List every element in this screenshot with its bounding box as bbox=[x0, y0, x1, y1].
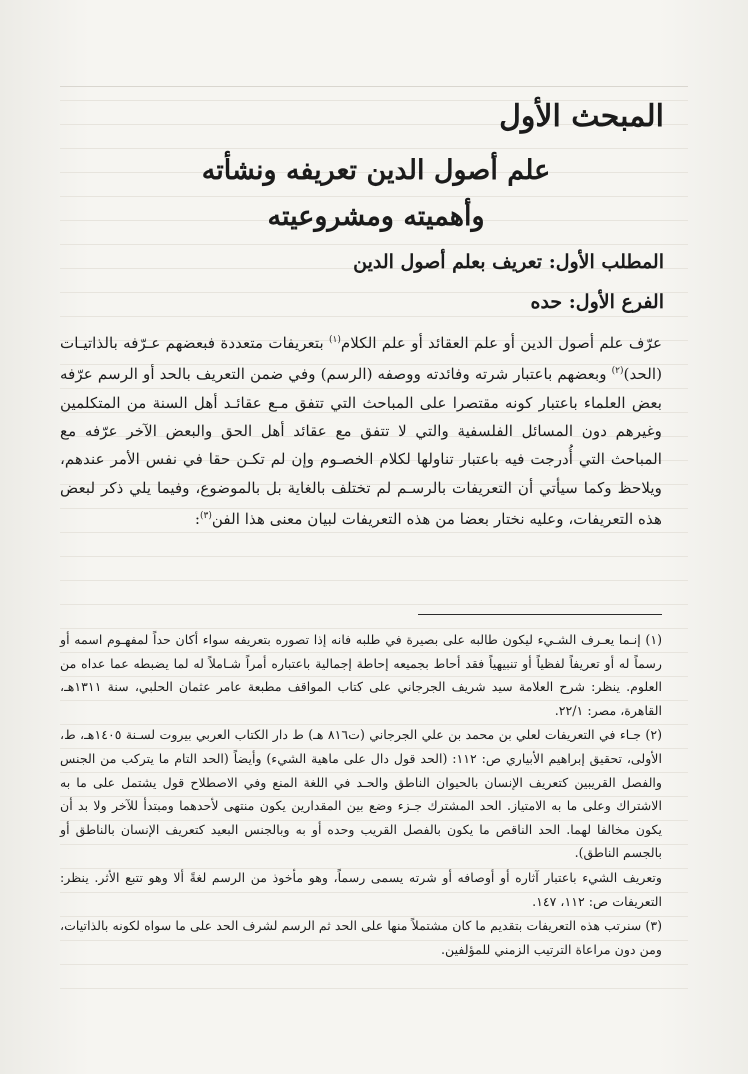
chapter-title-line-2: وأهميته ومشروعيته bbox=[267, 201, 485, 232]
footnote-3: (٣) سنرتب هذه التعريفات بتقديم ما كان مشتملاً منها على الحد ثم الرسم لشرف الحد على ما سواه لكونه بالذاتيات، ومن دون مراعاة الترتيب الزمني للمؤلفين. bbox=[60, 918, 662, 957]
footnote-ref-2[interactable]: (٢) bbox=[611, 366, 624, 377]
footnote-1: (١) إنـما يعـرف الشـيء ليكون طالبه على بصيرة في طلبه فانه إذا تصوره بتعريفه سواء أكان حداً لمفهـوم اسمه أو رسماً له أو تعريفاً لفظياً أو تنبيهياً فقد أحاط بجميعه إحاطة إجمالية باعتباره أمراً شـاملاً له لما يضبطه عما عداه من العلوم. ينظر: شرح العلامة سيد شريف الجرجاني على كتاب المواقف مطبعة عامر عثمان الحلبي، سنة ١٣١١هـ، القاهرة، مصر: ٢٢/١. bbox=[60, 632, 662, 718]
chapter-title-line-1: علم أصول الدين تعريفه ونشأته bbox=[201, 155, 551, 186]
footnote-ref-1[interactable]: (١) bbox=[328, 335, 341, 345]
footnote-ref-3[interactable]: (٣) bbox=[199, 510, 212, 521]
footnotes bbox=[60, 628, 662, 961]
body-paragraph bbox=[60, 326, 662, 533]
subsection-heading: المطلب الأول: تعريف بعلم أصول الدين bbox=[353, 251, 664, 273]
branch-heading: الفرع الأول: حده bbox=[530, 291, 664, 313]
section-heading: المبحث الأول bbox=[499, 99, 664, 134]
body-text-part-a: عرّف علم أصول الدين أو علم العقائد أو علم الكلام bbox=[340, 334, 663, 353]
footnote-2: (٢) جـاء في التعريفات لعلي بن محمد بن علي الجرجاني (ت٨١٦ هـ) ط دار الكتاب العربي بيروت لسـنة ١٤٠٥هـ، ط، الأولى، تحقيق إبراهيم الأبياري ص: ١١٢: (الحد قول دال على ماهية الشيء) وأيضاً (الحد التام ما يتركب من الجنس والفصل القريبين كتعريف الإنسان بالحيوان الناطق والحـد في اللغة المنع وفي الاصطلاح قول يشتمل على ما به الاشتراك وعلى ما به الامتياز. الحد المشترك جـزء وضع بين المقدارين يكون منتهى لأحدهما ومبتدأ للآخر ولا بد أن يكون مخالفا لهما. الحد الناقص ما يكون بالفصل القريب وحده أو به وبالجنس البعيد كتعريف الإنسان بالناطق أو بالجسم الناطق). bbox=[60, 727, 662, 861]
body-text-part-b: بتعريفات متعددة فبعضهم عـرّفه بالذاتيـات (الحد) bbox=[60, 334, 662, 384]
body-text-part-d: : bbox=[194, 509, 200, 528]
body-text-part-c: وبعضهم باعتبار شرته وفائدته ووصفه (الرسم) وفي ضمن التعريف بالحد أو الرسم عرّفه بعض العلماء باعتبار كونه مقتصرا على المباحث التي تتفق مـع عقائـد أهل السنة من المتكلمين وغيرهم دون المسائل الفلسفية والتي لا تتفق مع عقائد أهل الحق والبعض الآخر عرّفه مع المباحث التي أُدرجت فيه باعتبار تناولها لكلام الخصـوم وإن لم تكـن حقا في نفس الأمر عندهم، ويلاحظ وكما سيأتي أن التعريفات بالرسـم لم تختلف بالغاية بل بالموضوع، وفيما يلي ذكر لبعض هذه التعريفات، وعليه نختار بعضا من هذه التعريفات لبيان معنى هذا الفن bbox=[60, 365, 662, 528]
footnote-2-continued: وتعريف الشيء باعتبار آثاره أو أوصافه أو شرته يسمى رسماً، وهو مأخوذ من الرسم لغةً ألا وهو تتبع الأثر. ينظر: التعريفات ص: ١١٢، ١٤٧. bbox=[60, 869, 662, 909]
bleed-through-header bbox=[60, 72, 688, 87]
chapter-title bbox=[56, 148, 696, 240]
footnote-separator bbox=[418, 614, 662, 615]
